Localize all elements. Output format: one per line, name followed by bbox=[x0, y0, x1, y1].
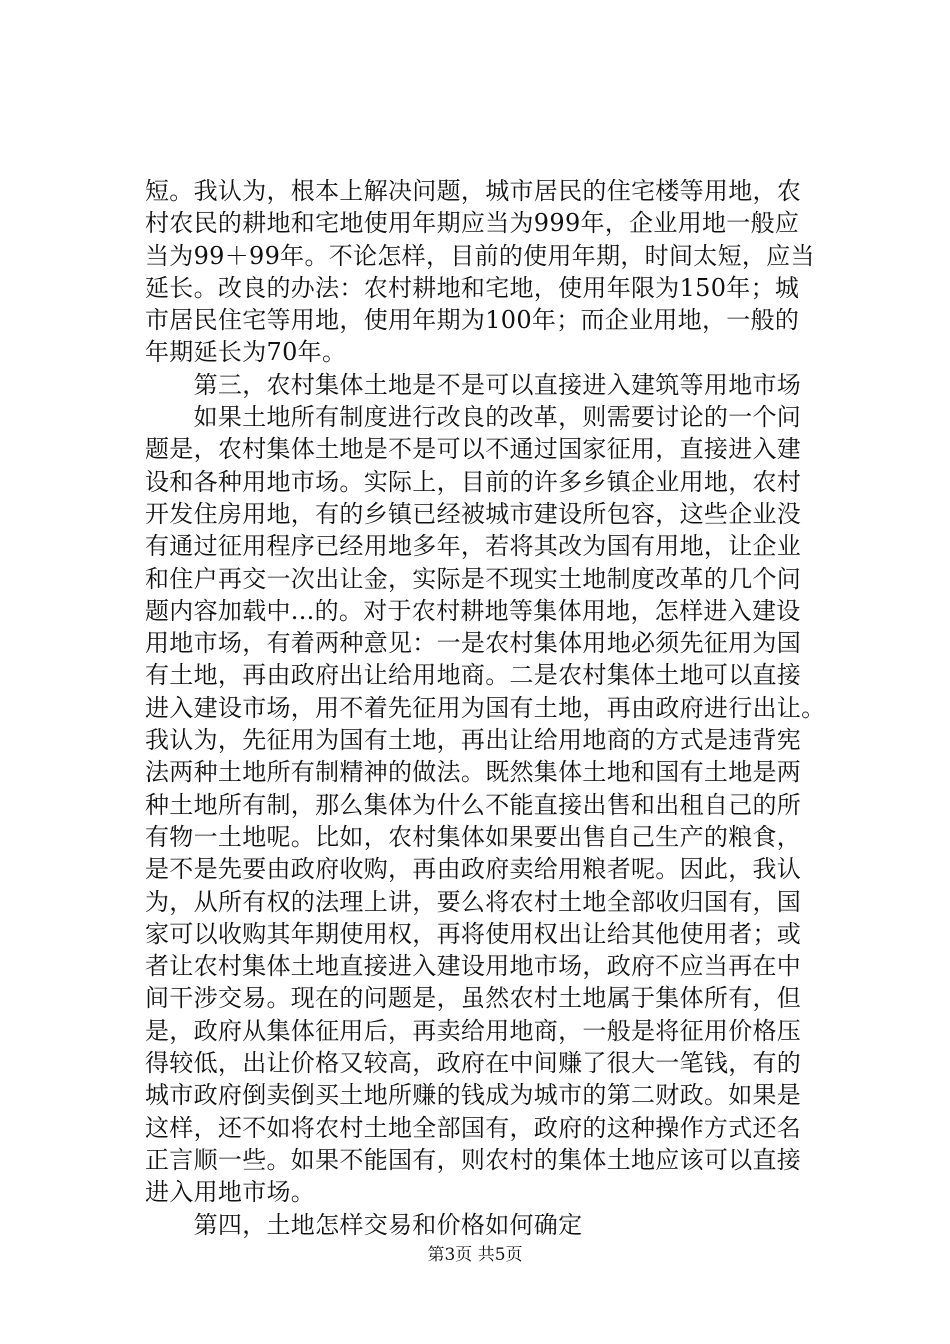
text-line: 年期延长为70年。 bbox=[145, 338, 347, 367]
text-line: 得较低，出让价格又较高，政府在中间赚了很大一笔钱，有的 bbox=[145, 1049, 802, 1078]
text-line: 当为99＋99年。不论怎样，目前的使用年期，时间太短，应当 bbox=[145, 241, 815, 270]
text-line: 这样，还不如将农村土地全部国有，政府的这种操作方式还名 bbox=[145, 1113, 802, 1142]
text-line: 和住户再交一次出让金，实际是不现实土地制度改革的几个问 bbox=[145, 564, 802, 593]
text-line: 进入建设市场，用不着先征用为国有土地，再由政府进行出让。 bbox=[145, 693, 826, 722]
text-line: 进入用地市场。 bbox=[145, 1178, 316, 1207]
text-line: 题内容加载中...的。对于农村耕地等集体用地，怎样进入建设 bbox=[145, 596, 801, 625]
text-line: 城市政府倒卖倒买土地所赚的钱成为城市的第二财政。如果是 bbox=[145, 1081, 802, 1110]
text-line: 者让农村集体土地直接进入建设用地市场，政府不应当再在中 bbox=[145, 952, 802, 981]
section-heading-4: 第四，土地怎样交易和价格如何确定 bbox=[145, 1210, 583, 1239]
section-heading-3: 第三，农村集体土地是不是可以直接进入建筑等用地市场 bbox=[145, 370, 802, 399]
text-line: 题是，农村集体土地是不是可以不通过国家征用，直接进入建 bbox=[145, 435, 802, 464]
page-number-footer: 第3页 共5页 bbox=[427, 1245, 523, 1265]
text-line: 为，从所有权的法理上讲，要么将农村土地全部收归国有，国 bbox=[145, 887, 802, 916]
text-line: 是，政府从集体征用后，再卖给用地商，一般是将征用价格压 bbox=[145, 1016, 802, 1045]
document-body bbox=[145, 175, 835, 1241]
text-line: 用地市场，有着两种意见：一是农村集体用地必须先征用为国 bbox=[145, 629, 802, 658]
text-line: 如果土地所有制度进行改良的改革，则需要讨论的一个问 bbox=[145, 403, 802, 432]
text-line: 正言顺一些。如果不能国有，则农村的集体土地应该可以直接 bbox=[145, 1145, 802, 1174]
text-line: 延长。改良的办法：农村耕地和宅地，使用年限为150年；城 bbox=[145, 273, 800, 302]
text-line: 法两种土地所有制精神的做法。既然集体土地和国有土地是两 bbox=[145, 758, 802, 787]
text-line: 有土地，再由政府出让给用地商。二是农村集体土地可以直接 bbox=[145, 661, 802, 690]
text-line: 种土地所有制，那么集体为什么不能直接出售和出租自己的所 bbox=[145, 790, 802, 819]
text-line: 短。我认为，根本上解决问题，城市居民的住宅楼等用地，农 bbox=[145, 177, 802, 205]
text-line: 是不是先要由政府收购，再由政府卖给用粮者呢。因此，我认 bbox=[145, 855, 802, 884]
text-line: 开发住房用地，有的乡镇已经被城市建设所包容，这些企业没 bbox=[145, 499, 802, 528]
text-line: 市居民住宅等用地，使用年期为100年；而企业用地，一般的 bbox=[145, 306, 800, 335]
text-line: 村农民的耕地和宅地使用年期应当为999年，企业用地一般应 bbox=[145, 209, 800, 238]
text-line: 我认为，先征用为国有土地，再出让给用地商的方式是违背宪 bbox=[145, 726, 802, 755]
text-line: 设和各种用地市场。实际上，目前的许多乡镇企业用地，农村 bbox=[145, 467, 802, 496]
text-line: 有通过征用程序已经用地多年，若将其改为国有用地，让企业 bbox=[145, 532, 802, 561]
text-line: 有物一土地呢。比如，农村集体如果要出售自己生产的粮食， bbox=[145, 822, 802, 851]
text-line: 间干涉交易。现在的问题是，虽然农村土地属于集体所有，但 bbox=[145, 984, 802, 1013]
text-line: 家可以收购其年期使用权，再将使用权出让给其他使用者；或 bbox=[145, 919, 802, 948]
